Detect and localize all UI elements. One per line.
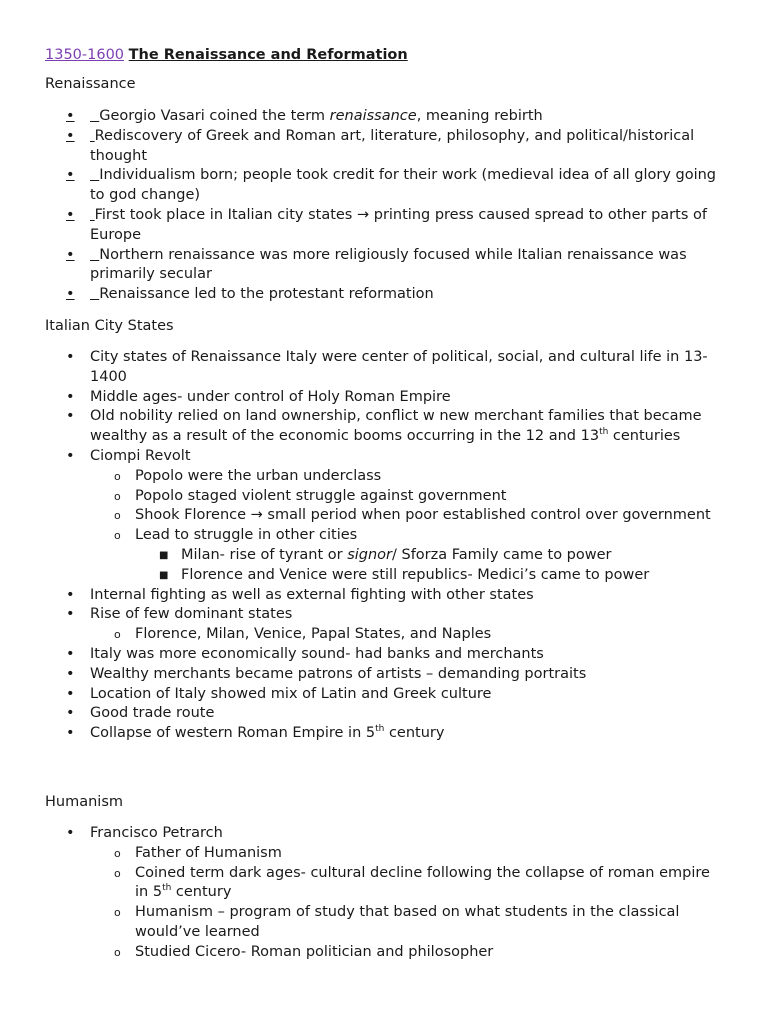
list-item: • Internal fighting as well as external fighting with other states [66,586,534,603]
list-item: o Popolo were the urban underclass [114,467,382,484]
list-item: • Georgio Vasari coined the term renaissance, meaning rebirth [66,108,543,124]
list-item: o Popolo staged violent struggle against government [114,487,507,504]
title-date: 1350-1600 [45,47,125,63]
list-item: o Studied Cicero- Roman politician and philosopher [114,943,494,960]
list-item: • Renaissance led to the protestant reformation [66,286,434,303]
list-item: o Lead to struggle in other cities [114,527,358,544]
italian-city-states-list [0,348,768,744]
list-item: o Coined term dark ages- cultural decline following the collapse of roman empire in 5th century [114,864,710,901]
list-item: ■ Milan- rise of tyrant or signor/ Sforza Family came to power [159,546,612,563]
list-item: • Wealthy merchants became patrons of artists – demanding portraits [66,665,587,682]
list-item: • Francisco Petrarch [66,825,223,841]
list-item: • Rediscovery of Greek and Roman art, literature, philosophy, and political/historical thought [66,127,695,164]
list-item: • Rise of few dominant states [66,606,293,623]
heading-renaissance: Renaissance [45,76,136,92]
list-item: • Collapse of western Roman Empire in 5th century [66,724,445,742]
list-item: • Individualism born; people took credit for their work (medieval idea of all glory going to god change) [66,167,717,204]
list-item: ■ Florence and Venice were still republics- Medici’s came to power [159,566,650,583]
list-item: • Good trade route [66,705,215,722]
list-item: • Italy was more economically sound- had banks and merchants [66,645,544,662]
list-item: • Old nobility relied on land ownership, conflict w new merchant families that became wealthy as a result of the economic booms occurring in the 12 and 13th centuries [66,408,702,445]
list-item: o Humanism – program of study that based on what students in the classical would’ve learned [114,904,680,940]
list-item: • Northern renaissance was more religiously focused while Italian renaissance was primarily secular [66,246,687,283]
humanism-list [0,824,768,963]
list-item: • City states of Renaissance Italy were center of political, social, and cultural life in 13-1400 [66,349,708,385]
list-item: • First took place in Italian city states → printing press caused spread to other parts of Europe [66,206,707,243]
list-item: o Shook Florence → small period when poor established control over government [114,507,711,524]
list-item: • Middle ages- under control of Holy Roman Empire [66,388,451,405]
heading-italian-city-states: Italian City States [45,318,174,334]
title-text: The Renaissance and Reformation [128,47,408,63]
list-item: o Florence, Milan, Venice, Papal States, and Naples [114,626,492,643]
list-item: • Location of Italy showed mix of Latin and Greek culture [66,685,492,702]
list-item: • Ciompi Revolt [66,447,191,464]
document-title [45,46,408,65]
renaissance-list [0,107,768,305]
heading-humanism: Humanism [45,794,124,810]
list-item: o Father of Humanism [114,844,282,861]
